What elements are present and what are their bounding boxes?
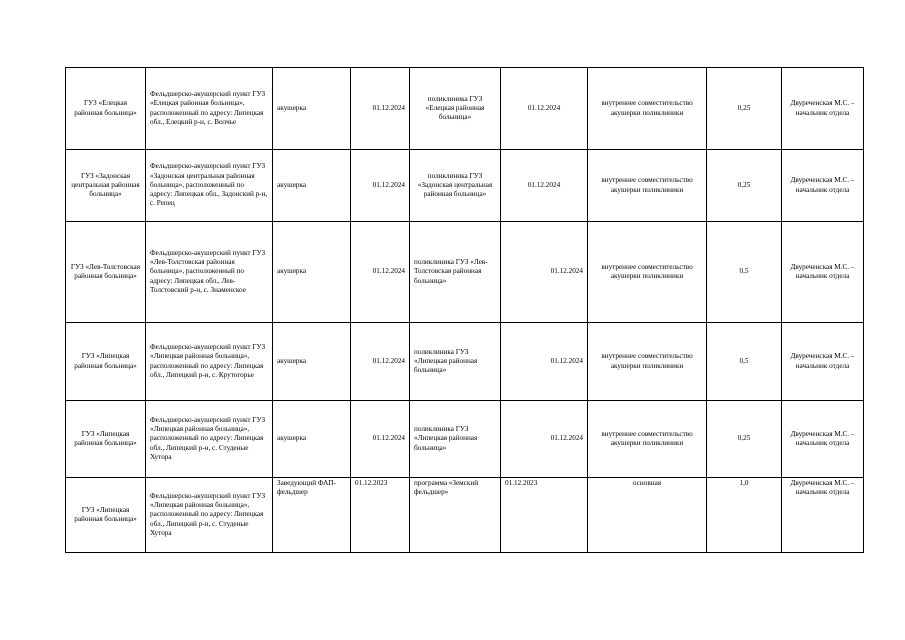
cell-date-from: 01.12.2024 — [351, 401, 410, 478]
cell-location: Фельдшерско-акушерский пункт ГУЗ «Липецкая районная больница», расположенный по адресу: Липецкая обл., Липецкий р-н, с. Студеные Хутора — [146, 401, 273, 478]
cell-responsible: Двуреченская М.С. – начальник отдела — [782, 222, 864, 323]
cell-responsible: Двуреченская М.С. – начальник отдела — [782, 150, 864, 222]
cell-rate: 0,5 — [707, 323, 782, 401]
cell-employment-type: внутреннее совместительство акушерки поликлиники — [588, 68, 707, 150]
cell-date-from: 01.12.2024 — [351, 150, 410, 222]
cell-responsible: Двуреченская М.С. – начальник отдела — [782, 478, 864, 553]
cell-employment-type: основная — [588, 478, 707, 553]
cell-responsible: Двуреченская М.С. – начальник отдела — [782, 401, 864, 478]
cell-source: программа «Земский фельдшер» — [410, 478, 501, 553]
cell-organization: ГУЗ «Липецкая районная больница» — [66, 323, 146, 401]
cell-position: акушерка — [273, 222, 351, 323]
cell-employment-type: внутреннее совместительство акушерки поликлиники — [588, 401, 707, 478]
cell-organization: ГУЗ «Елецкая районная больница» — [66, 68, 146, 150]
cell-organization: ГУЗ «Лев-Толстовская районная больница» — [66, 222, 146, 323]
cell-date-source: 01.12.2024 — [501, 222, 588, 323]
cell-location: Фельдшерско-акушерский пункт ГУЗ «Лев-Толстовская районная больница», расположенный по адресу: Липецкая обл., Лев-Толстовский р-н, с. Знаменское — [146, 222, 273, 323]
table-row — [66, 478, 864, 553]
cell-position: Заведующий ФАП-фельдшер — [273, 478, 351, 553]
cell-rate: 0,25 — [707, 68, 782, 150]
cell-date-from: 01.12.2023 — [351, 478, 410, 553]
cell-rate: 1,0 — [707, 478, 782, 553]
cell-date-source: 01.12.2024 — [501, 150, 588, 222]
cell-source: поликлиника ГУЗ «Лев-Толстовская районная больница» — [410, 222, 501, 323]
table-row — [66, 222, 864, 323]
cell-position: акушерка — [273, 323, 351, 401]
cell-location: Фельдшерско-акушерский пункт ГУЗ «Липецкая районная больница», расположенный по адресу: Липецкая обл., Липецкий р-н, с. Студеные Хутора — [146, 478, 273, 553]
cell-source: поликлиника ГУЗ «Липецкая районная больница» — [410, 401, 501, 478]
cell-organization: ГУЗ «Задонская центральная районная больница» — [66, 150, 146, 222]
cell-position: акушерка — [273, 150, 351, 222]
cell-employment-type: внутреннее совместительство акушерки поликлиники — [588, 323, 707, 401]
cell-location: Фельдшерско-акушерский пункт ГУЗ «Липецкая районная больница», расположенный по адресу: Липецкая обл., Липецкий р-н, с. Крутогорье — [146, 323, 273, 401]
cell-organization: ГУЗ «Липецкая районная больница» — [66, 478, 146, 553]
cell-responsible: Двуреченская М.С. – начальник отдела — [782, 323, 864, 401]
cell-employment-type: внутреннее совместительство акушерки поликлиники — [588, 150, 707, 222]
cell-employment-type: внутреннее совместительство акушерки поликлиники — [588, 222, 707, 323]
cell-position: акушерка — [273, 401, 351, 478]
cell-rate: 0,25 — [707, 401, 782, 478]
cell-position: акушерка — [273, 68, 351, 150]
cell-date-from: 01.12.2024 — [351, 323, 410, 401]
cell-location: Фельдшерско-акушерский пункт ГУЗ «Задонская центральная районная больница», расположенный по адресу: Липецкая обл., Задонский р-н, с. Репец — [146, 150, 273, 222]
cell-date-source: 01.12.2023 — [501, 478, 588, 553]
cell-date-source: 01.12.2024 — [501, 68, 588, 150]
cell-rate: 0,25 — [707, 150, 782, 222]
cell-responsible: Двуреченская М.С. – начальник отдела — [782, 68, 864, 150]
table-row — [66, 401, 864, 478]
cell-date-source: 01.12.2024 — [501, 401, 588, 478]
cell-source: поликлиника ГУЗ «Елецкая районная больница» — [410, 68, 501, 150]
cell-date-from: 01.12.2024 — [351, 68, 410, 150]
cell-date-source: 01.12.2024 — [501, 323, 588, 401]
cell-rate: 0,5 — [707, 222, 782, 323]
cell-source: поликлиника ГУЗ «Задонская центральная районная больница» — [410, 150, 501, 222]
staffing-table — [65, 67, 864, 553]
cell-organization: ГУЗ «Липецкая районная больница» — [66, 401, 146, 478]
cell-date-from: 01.12.2024 — [351, 222, 410, 323]
table-row — [66, 68, 864, 150]
table-row — [66, 323, 864, 401]
cell-source: поликлиника ГУЗ «Липецкая районная больница» — [410, 323, 501, 401]
cell-location: Фельдшерско-акушерский пункт ГУЗ «Елецкая районная больница», расположенный по адресу: Липецкая обл., Елецкий р-н, с. Волчье — [146, 68, 273, 150]
table-row — [66, 150, 864, 222]
